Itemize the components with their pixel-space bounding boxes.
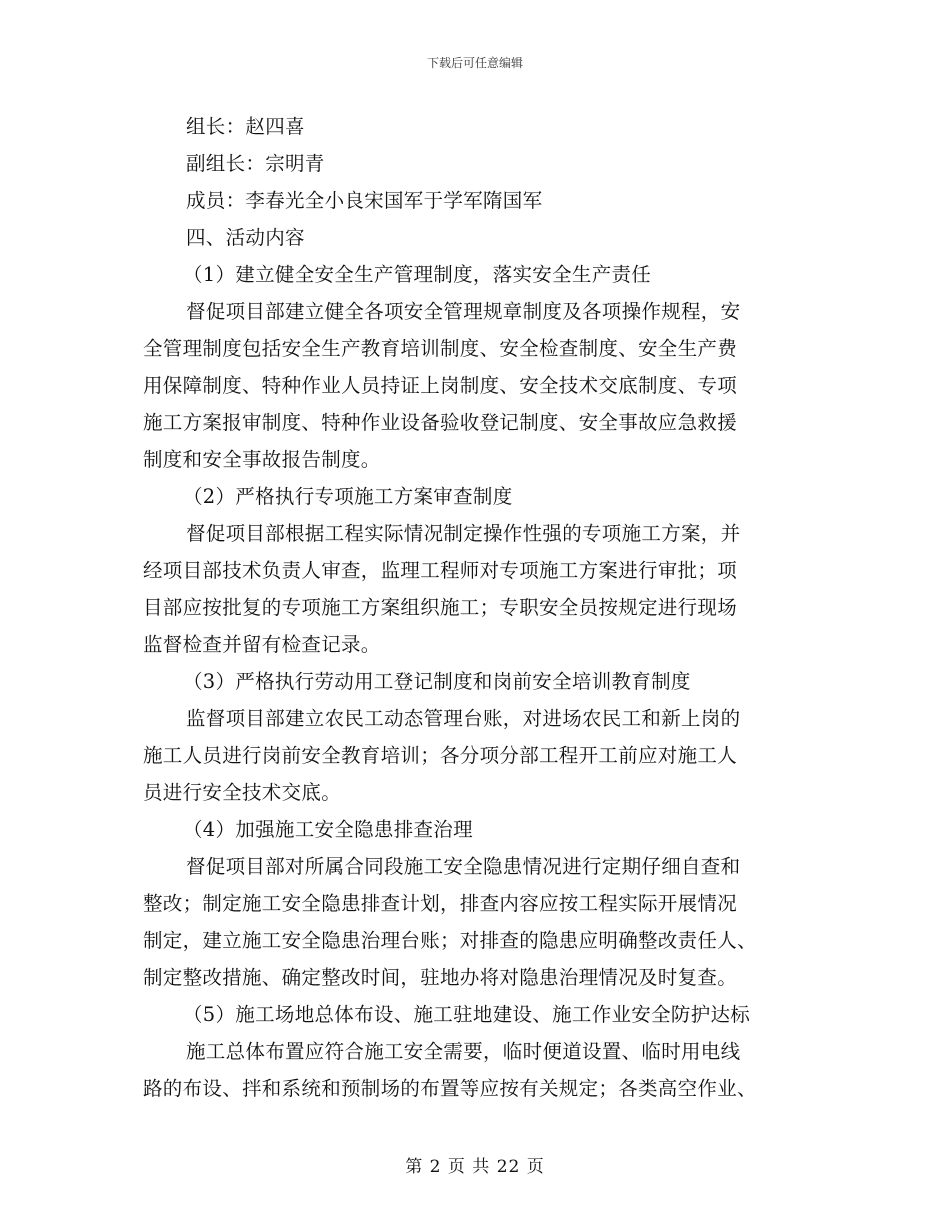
body-line: （5）施工场地总体布设、施工驻地建设、施工作业安全防护达标 xyxy=(183,1003,751,1026)
body-line: 制定整改措施、确定整改时间，驻地办将对隐患治理情况及时复查。 xyxy=(143,966,738,989)
body-line: 督促项目部根据工程实际情况制定操作性强的专项施工方案，并 xyxy=(186,522,741,545)
page-footer: 第 2 页 共 22 页 xyxy=(405,1157,545,1177)
body-line: 副组长：宗明青 xyxy=(186,152,325,175)
body-line: 员进行安全技术交底。 xyxy=(143,781,342,804)
body-line: 路的布设、拌和系统和预制场的布置等应按有关规定；各类高空作业、 xyxy=(143,1077,757,1100)
body-line: 全管理制度包括安全生产教育培训制度、安全检查制度、安全生产费 xyxy=(143,337,738,360)
body-line: 目部应按批复的专项施工方案组织施工；专职安全员按规定进行现场 xyxy=(143,596,738,619)
document-body xyxy=(143,108,808,1107)
body-line: 监督项目部建立农民工动态管理台账，对进场农民工和新上岗的 xyxy=(186,707,741,730)
body-line: 成员：李春光全小良宋国军于学军隋国军 xyxy=(186,189,543,212)
body-line: （1）建立健全安全生产管理制度，落实安全生产责任 xyxy=(183,263,652,286)
body-line: 督促项目部对所属合同段施工安全隐患情况进行定期仔细自查和 xyxy=(186,855,741,878)
body-line: （3）严格执行劳动用工登记制度和岗前安全培训教育制度 xyxy=(183,670,691,693)
body-line: 四、活动内容 xyxy=(186,226,305,249)
body-line: （4）加强施工安全隐患排查治理 xyxy=(183,818,473,841)
body-line: （2）严格执行专项施工方案审查制度 xyxy=(183,485,513,508)
body-line: 督促项目部建立健全各项安全管理规章制度及各项操作规程，安 xyxy=(186,300,741,323)
body-line: 制定，建立施工安全隐患治理台账；对排查的隐患应明确整改责任人、 xyxy=(143,929,757,952)
body-line: 组长：赵四喜 xyxy=(186,115,305,138)
body-line: 施工人员进行岗前安全教育培训；各分项分部工程开工前应对施工人 xyxy=(143,744,738,767)
body-line: 制度和安全事故报告制度。 xyxy=(143,448,381,471)
body-line: 用保障制度、特种作业人员持证上岗制度、安全技术交底制度、专项 xyxy=(143,374,738,397)
body-line: 施工总体布置应符合施工安全需要，临时便道设置、临时用电线 xyxy=(186,1040,741,1063)
body-line: 整改；制定施工安全隐患排查计划，排查内容应按工程实际开展情况 xyxy=(143,892,738,915)
body-line: 施工方案报审制度、特种作业设备验收登记制度、安全事故应急救援 xyxy=(143,411,738,434)
body-line: 监督检查并留有检查记录。 xyxy=(143,633,381,656)
body-line: 经项目部技术负责人审查，监理工程师对专项施工方案进行审批；项 xyxy=(143,559,738,582)
header-note: 下载后可任意编辑 xyxy=(426,56,523,70)
